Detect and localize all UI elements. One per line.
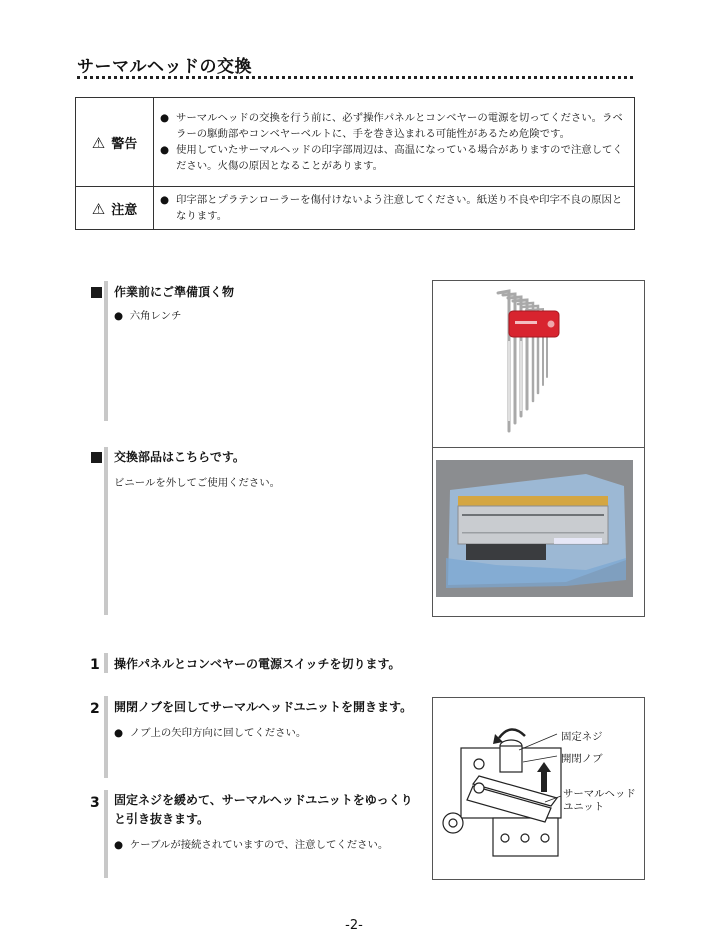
- section-bar: [104, 447, 108, 615]
- step-bar: [104, 696, 108, 778]
- step-number: 3: [90, 795, 100, 811]
- diagram-label-screw: 固定ネジ: [561, 731, 603, 743]
- list-item: [160, 142, 628, 174]
- diagram-label-unit: [563, 788, 636, 814]
- caution-text: 印字部とプラテンローラーを傷付けないよう注意してください。紙送り不良や印字不良の原因となります。: [176, 194, 623, 222]
- step-heading: 開閉ノブを回してサーマルヘッドユニットを開きます。: [114, 700, 413, 714]
- section-heading: 作業前にご準備頂く物: [114, 285, 235, 299]
- caution-row: [76, 187, 635, 230]
- bullet-icon: ●: [114, 839, 124, 851]
- title-divider: [77, 76, 633, 79]
- tool-name: 六角レンチ: [129, 310, 182, 322]
- bullet-icon: ●: [160, 144, 170, 156]
- step-note: ケーブルが接続されていますので、注意してください。: [129, 839, 389, 851]
- list-item: [114, 836, 388, 851]
- warning-content: [154, 98, 635, 187]
- section-marker-icon: [91, 287, 102, 298]
- list-item: [114, 307, 181, 322]
- diagram-label-knob: 開閉ノブ: [561, 753, 603, 765]
- thermal-head-image: [432, 447, 645, 617]
- warning-table: [75, 97, 635, 230]
- thermal-head-unit-diagram: [432, 697, 645, 880]
- bullet-icon: ●: [160, 112, 170, 124]
- warning-text: 使用していたサーマルヘッドの印字部周辺は、高温になっている場合がありますので注意してください。火傷の原因となることがあります。: [176, 144, 623, 172]
- caution-label-cell: [76, 187, 154, 230]
- warning-triangle-icon: ⚠: [91, 133, 106, 152]
- list-item: [114, 724, 306, 739]
- page-title: サーマルヘッドの交換: [77, 57, 252, 77]
- warning-triangle-icon: ⚠: [91, 199, 106, 218]
- section-bar: [104, 281, 108, 421]
- step-heading: 操作パネルとコンベヤーの電源スイッチを切ります。: [114, 657, 401, 671]
- diagram-label-unit-line: サーマルヘッド: [563, 788, 636, 800]
- step-heading-line: 固定ネジを緩めて、サーマルヘッドユニットをゆっくり: [114, 793, 413, 807]
- step-bar: [104, 790, 108, 878]
- section-heading: 交換部品はこちらです。: [114, 450, 245, 464]
- hex-wrench-image: [432, 280, 645, 448]
- caution-content: [154, 187, 635, 230]
- caution-label: 注意: [111, 202, 138, 218]
- warning-label-cell: [76, 98, 154, 187]
- step-note: ノブ上の矢印方向に回してください。: [129, 727, 307, 739]
- section-marker-icon: [91, 452, 102, 463]
- step-heading-line: と引き抜きます。: [114, 812, 210, 826]
- warning-label: 警告: [111, 136, 138, 152]
- section-text: ビニールを外してご使用ください。: [114, 477, 281, 489]
- step-heading: [114, 791, 413, 829]
- step-number: 2: [90, 701, 100, 717]
- list-item: [160, 192, 628, 224]
- warning-row: [76, 98, 635, 187]
- bullet-icon: ●: [114, 727, 124, 739]
- diagram-label-unit-line: ユニット: [563, 801, 605, 813]
- list-item: [160, 110, 628, 142]
- bullet-icon: ●: [160, 194, 170, 206]
- step-bar: [104, 653, 108, 673]
- thermal-head-icon: [436, 460, 633, 597]
- page-number: -2-: [345, 918, 363, 933]
- warning-text: サーマルヘッドの交換を行う前に、必ず操作パネルとコンベヤーの電源を切ってください。ラベラーの駆動部やコンベヤーベルトに、手を巻き込まれる可能性があるため危険です。: [176, 112, 623, 140]
- bullet-icon: ●: [114, 310, 124, 322]
- hex-wrench-icon: [433, 281, 644, 447]
- step-number: 1: [90, 657, 100, 673]
